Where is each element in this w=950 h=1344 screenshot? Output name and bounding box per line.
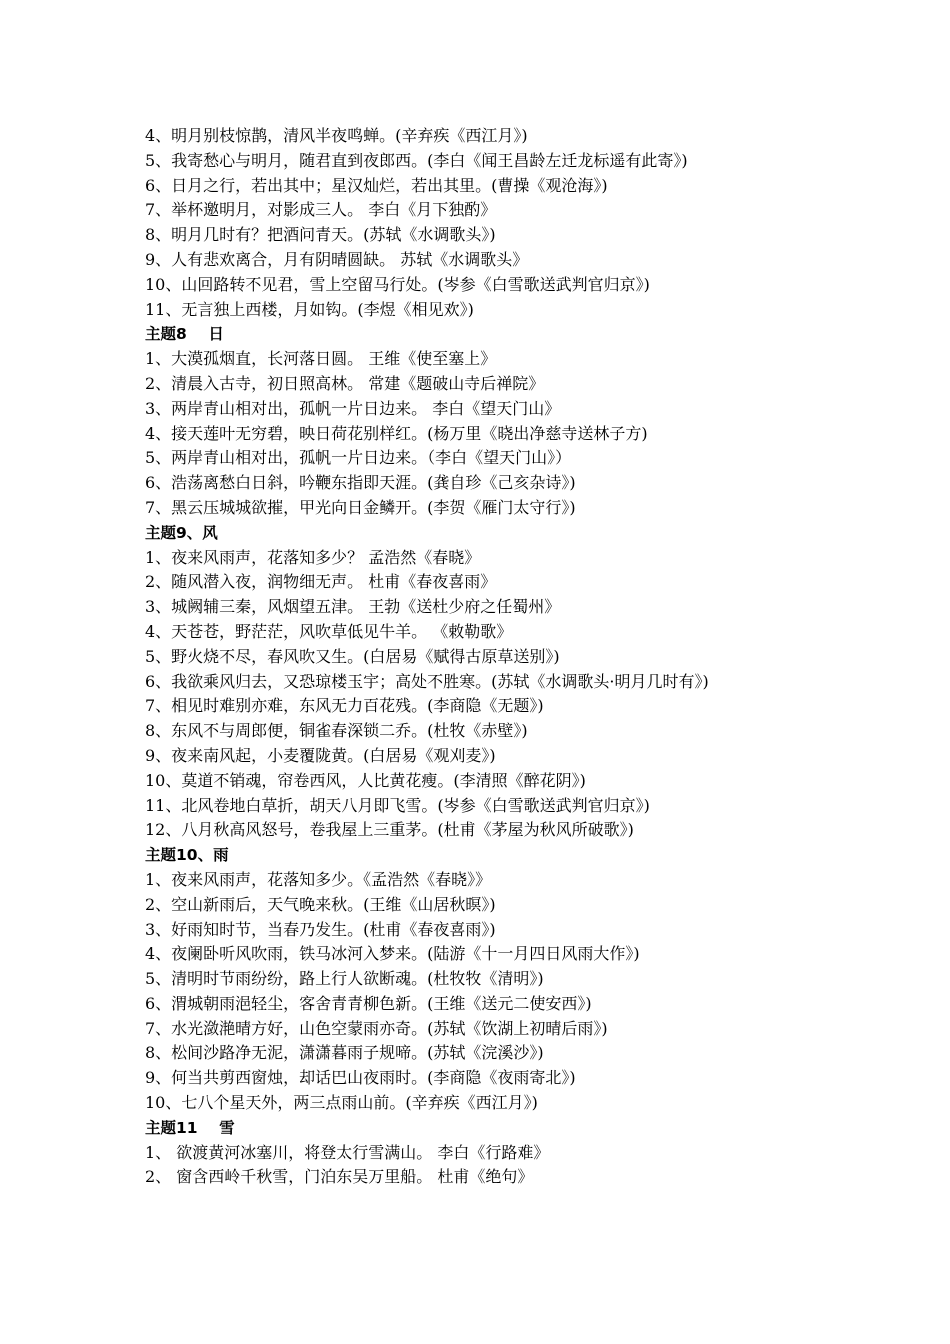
poem-line: 3、两岸青山相对出，孤帆一片日边来。 李白《望天门山》: [145, 398, 561, 418]
poem-line: 10、莫道不销魂，帘卷西风，人比黄花瘦。(李清照《醉花阴》): [145, 770, 586, 790]
poem-line: 8、松间沙路净无泥，潇潇暮雨子规啼。(苏轼《浣溪沙》): [145, 1043, 544, 1063]
poem-line: 7、黑云压城城欲摧，甲光向日金鳞开。(李贺《雁门太守行》): [145, 497, 576, 517]
poem-line: 10、七八个星天外，两三点雨山前。(辛弃疾《西江月》): [145, 1093, 538, 1113]
poem-line: 5、两岸青山相对出，孤帆一片日边来。（李白《望天门山》）: [145, 448, 572, 468]
section-moon-continued: [145, 124, 825, 322]
poem-line: 2、清晨入古寺，初日照高林。 常建《题破山寺后禅院》: [145, 373, 545, 393]
poem-line: 4、天苍苍，野茫茫，风吹草低见牛羊。 《敕勒歌》: [145, 621, 513, 641]
poem-line: 2、 窗含西岭千秋雪，门泊东吴万里船。 杜甫《绝句》: [145, 1167, 534, 1187]
poem-line: 7、举杯邀明月，对影成三人。 李白《月下独酌》: [145, 200, 497, 220]
poem-line: 12、八月秋高风怒号，卷我屋上三重茅。(杜甫《茅屋为秋风所破歌》): [145, 820, 634, 840]
section-heading: 主题8 日: [145, 325, 224, 344]
document-page: [145, 124, 825, 1190]
poem-line: 5、野火烧不尽，春风吹又生。(白居易《赋得古原草送别》): [145, 646, 560, 666]
poem-line: 8、明月几时有？把酒问青天。(苏轼《水调歌头》): [145, 225, 496, 245]
poem-line: 11、北风卷地白草折，胡天八月即飞雪。(岑参《白雪歌送武判官归京》): [145, 795, 650, 815]
poem-line: 4、夜阑卧听风吹雨，铁马冰河入梦来。(陆游《十一月四日风雨大作》): [145, 944, 640, 964]
poem-line: 7、相见时难别亦难，东风无力百花残。(李商隐《无题》): [145, 696, 544, 716]
poem-line: 8、东风不与周郎便，铜雀春深锁二乔。(杜牧《赤壁》): [145, 721, 528, 741]
poem-line: 9、何当共剪西窗烛，却话巴山夜雨时。(李商隐《夜雨寄北》): [145, 1068, 576, 1088]
poem-line: 6、我欲乘风归去，又恐琼楼玉宇；高处不胜寒。(苏轼《水调歌头·明月几时有》): [145, 671, 709, 691]
poem-line: 6、渭城朝雨浥轻尘，客舍青青柳色新。(王维《送元二使安西》): [145, 993, 592, 1013]
section-rain: [145, 843, 825, 1116]
poem-line: 1、 欲渡黄河冰塞川，将登太行雪满山。 李白《行路难》: [145, 1142, 550, 1162]
poem-line: 11、无言独上西楼，月如钩。(李煜《相见欢》): [145, 299, 474, 319]
section-sun: [145, 322, 825, 520]
section-wind: [145, 521, 825, 843]
poem-line: 4、接天莲叶无穷碧，映日荷花别样红。(杨万里《晓出净慈寺送林子方): [145, 423, 648, 443]
poem-line: 1、大漠孤烟直，长河落日圆。 王维《使至塞上》: [145, 349, 497, 369]
poem-line: 10、山回路转不见君，雪上空留马行处。(岑参《白雪歌送武判官归京》): [145, 274, 650, 294]
section-heading: 主题9、风: [145, 523, 218, 542]
poem-line: 9、人有悲欢离合，月有阴晴圆缺。 苏轼《水调歌头》: [145, 249, 529, 269]
poem-line: 5、清明时节雨纷纷，路上行人欲断魂。(杜牧牧《清明》): [145, 969, 544, 989]
poem-line: 6、日月之行，若出其中；星汉灿烂，若出其里。(曹操《观沧海》): [145, 175, 608, 195]
poem-line: 2、随风潜入夜，润物细无声。 杜甫《春夜喜雨》: [145, 572, 497, 592]
poem-line: 5、我寄愁心与明月，随君直到夜郎西。(李白《闻王昌龄左迁龙标遥有此寄》): [145, 150, 688, 170]
poem-line: 9、夜来南风起，小麦覆陇黄。(白居易《观刈麦》): [145, 745, 496, 765]
poem-line: 4、明月别枝惊鹊，清风半夜鸣蝉。(辛弃疾《西江月》): [145, 126, 528, 145]
poem-line: 3、好雨知时节，当春乃发生。(杜甫《春夜喜雨》): [145, 919, 496, 939]
poem-line: 6、浩荡离愁白日斜，吟鞭东指即天涯。(龚自珍《己亥杂诗》): [145, 473, 576, 493]
poem-line: 2、空山新雨后，天气晚来秋。(王维《山居秋暝》): [145, 894, 496, 914]
section-heading: 主题11 雪: [145, 1118, 235, 1137]
poem-line: 3、城阙辅三秦，风烟望五津。 王勃《送杜少府之任蜀州》: [145, 597, 561, 617]
poem-line: 1、夜来风雨声，花落知多少？ 孟浩然《春晓》: [145, 547, 481, 567]
section-snow: [145, 1116, 825, 1190]
poem-line: 1、夜来风雨声，花落知多少。《孟浩然《春晓》》: [145, 869, 492, 889]
poem-line: 7、水光潋滟晴方好，山色空蒙雨亦奇。(苏轼《饮湖上初晴后雨》): [145, 1018, 608, 1038]
section-heading: 主题10、雨: [145, 846, 229, 865]
